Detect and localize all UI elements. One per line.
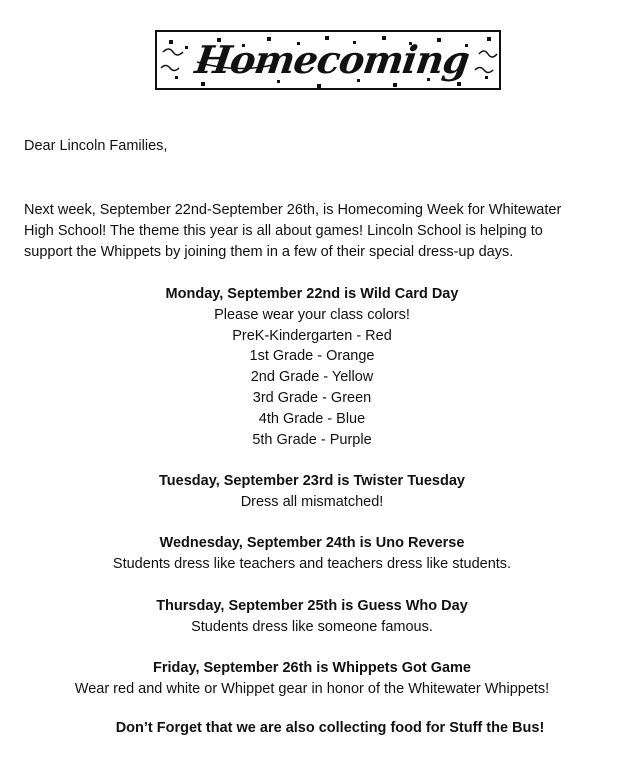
homecoming-banner [155, 30, 501, 90]
section-line: 4th Grade - Blue [258, 410, 366, 427]
intro-paragraph: Next week, September 22nd-September 26th, is Homecoming Week for Whitewater High School! The theme this year is all about games! Lincoln School is helping to support the Whippets by joining them in a few of their special dress-up days. [24, 202, 562, 260]
section-heading: Friday, September 26th is Whippets Got Game [153, 660, 471, 676]
section-line: Students dress like teachers and teachers dress like students. [112, 555, 512, 572]
section-heading: Monday, September 22nd is Wild Card Day [165, 286, 459, 302]
section-line: 2nd Grade - Yellow [250, 369, 374, 386]
section-heading: Thursday, September 25th is Guess Who Day [156, 598, 468, 614]
banner-title: Homecoming [192, 37, 472, 82]
section-line: 5th Grade - Purple [252, 431, 372, 448]
section-heading: Tuesday, September 23rd is Twister Tuesday [159, 473, 465, 489]
section-line: 1st Grade - Orange [249, 348, 375, 365]
section-line: Dress all mismatched! [240, 493, 384, 510]
wednesday-section [0, 533, 624, 575]
monday-section [0, 284, 624, 450]
section-line: PreK-Kindergarten - Red [232, 327, 392, 344]
section-line: Please wear your class colors! [214, 306, 410, 323]
tuesday-section [0, 471, 624, 513]
section-line: Students dress like someone famous. [191, 618, 433, 635]
thursday-section [0, 596, 624, 638]
closing-note: Don’t Forget that we are also collecting food for Stuff the Bus! [115, 720, 545, 736]
greeting: Dear Lincoln Families, [24, 138, 168, 154]
section-line: 3rd Grade - Green [252, 389, 372, 406]
section-line: Wear red and white or Whippet gear in honor of the Whitewater Whippets! [74, 680, 550, 697]
section-heading: Wednesday, September 24th is Uno Reverse [159, 535, 465, 551]
friday-section [0, 658, 624, 700]
